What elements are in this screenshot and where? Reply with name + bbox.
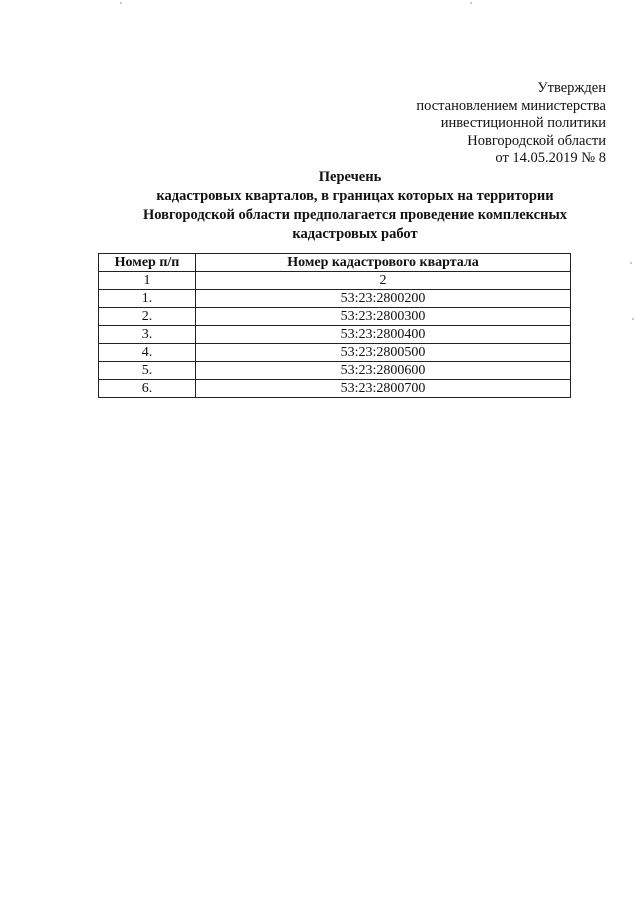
scan-artifact xyxy=(470,2,472,4)
table-cell: 1 xyxy=(99,272,196,290)
table-row xyxy=(99,362,571,380)
header-number: Номер п/п xyxy=(99,254,196,272)
table-row xyxy=(99,344,571,362)
approval-date: от 14.05.2019 № 8 xyxy=(495,150,606,166)
title-line: Новгородской области предполагается проведение комплексных xyxy=(142,207,568,223)
row-number: 4. xyxy=(99,344,196,362)
table-row xyxy=(99,308,571,326)
cadastral-number: 53:23:2800300 xyxy=(196,308,571,326)
row-number: 1. xyxy=(99,290,196,308)
row-number: 6. xyxy=(99,380,196,398)
table-row xyxy=(99,290,571,308)
header-cadastral-number: Номер кадастрового квартала xyxy=(196,254,571,272)
cadastral-number: 53:23:2800600 xyxy=(196,362,571,380)
approval-line: Новгородской области xyxy=(467,132,606,149)
table-row xyxy=(99,326,571,344)
approval-line: Утвержден xyxy=(537,80,606,96)
approval-line: инвестиционной политики xyxy=(440,115,606,131)
table-cell: 2 xyxy=(196,272,571,290)
scan-artifact xyxy=(120,2,122,4)
row-number: 3. xyxy=(99,326,196,344)
title-main: Перечень xyxy=(318,169,382,185)
cadastral-number: 53:23:2800200 xyxy=(196,290,571,308)
document-title xyxy=(0,168,640,244)
scan-artifact xyxy=(630,262,632,264)
cadastral-number: 53:23:2800700 xyxy=(196,380,571,398)
title-line: кадастровых кварталов, в границах которых на территории xyxy=(156,188,554,204)
table-row xyxy=(99,380,571,398)
row-number: 2. xyxy=(99,308,196,326)
cadastral-table xyxy=(98,253,571,398)
row-number: 5. xyxy=(99,362,196,380)
title-line: кадастровых работ xyxy=(292,226,418,242)
approval-line: постановлением министерства xyxy=(416,97,606,114)
column-numbering-row xyxy=(99,272,571,290)
approval-block xyxy=(416,80,606,168)
cadastral-number: 53:23:2800400 xyxy=(196,326,571,344)
table-header-row xyxy=(99,254,571,272)
scan-artifact xyxy=(632,318,634,320)
cadastral-number: 53:23:2800500 xyxy=(196,344,571,362)
